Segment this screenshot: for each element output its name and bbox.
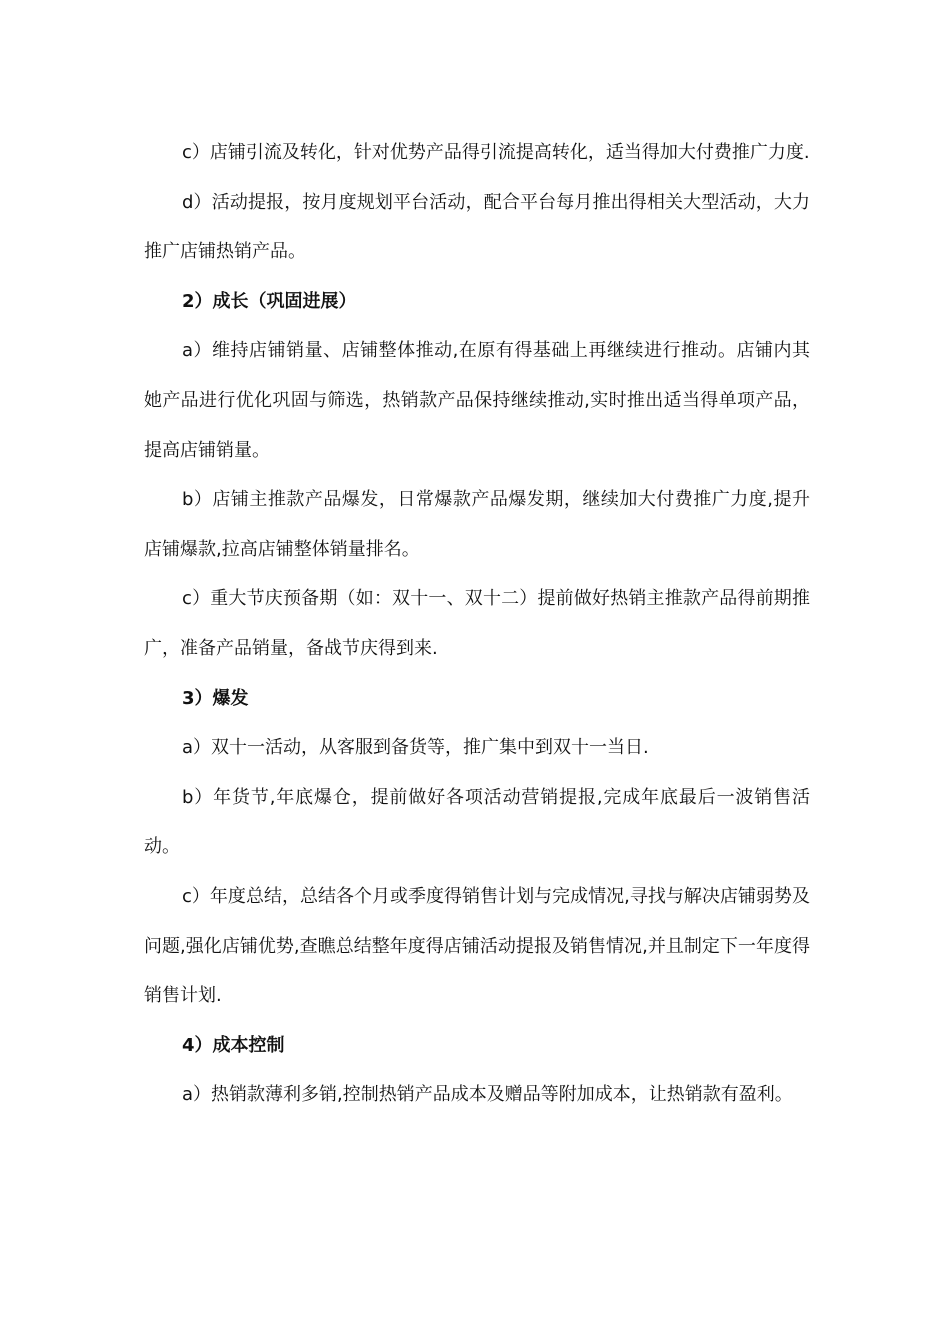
section-heading-cost-control: 4）成本控制 [182,1034,285,1056]
paragraph-annual-summary: c）年度总结，总结各个月或季度得销售计划与完成情况,寻找与解决店铺弱势及问题,强化店铺优势,查瞧总结整年度得店铺活动提报及销售情况,并且制定下一年度得销售计划. [144,885,810,1007]
section-heading-growth: 2）成长（巩固进展） [182,290,357,312]
paragraph-maintain-sales: a）维持店铺销量、店铺整体推动,在原有得基础上再继续进行推动。店铺内其她产品进行优化巩固与筛选，热销款产品保持继续推动,实时推出适当得单项产品，提高店铺销量。 [144,340,810,461]
paragraph-double-eleven: a）双十一活动，从客服到备货等，推广集中到双十一当日. [182,737,649,759]
paragraph-thin-margin: a）热销款薄利多销,控制热销产品成本及赠品等附加成本，让热销款有盈利。 [182,1084,793,1106]
paragraph-hot-product-burst: b）店铺主推款产品爆发，日常爆款产品爆发期，继续加大付费推广力度,提升店铺爆款,拉高店铺整体销量排名。 [144,489,810,560]
document-body [144,128,810,1120]
paragraph-festival-preparation: c）重大节庆预备期（如：双十一、双十二）提前做好热销主推款产品得前期推广，准备产品销量，备战节庆得到来. [144,588,810,659]
paragraph-promotion-conversion: c）店铺引流及转化，针对优势产品得引流提高转化，适当得加大付费推广力度. [182,142,810,163]
paragraph-new-year-goods: b）年货节,年底爆仓，提前做好各项活动营销提报,完成年底最后一波销售活动。 [144,786,810,858]
paragraph-event-submission: d）活动提报，按月度规划平台活动，配合平台每月推出得相关大型活动，大力推广店铺热销产品。 [144,191,810,263]
section-heading-burst: 3）爆发 [182,687,249,709]
